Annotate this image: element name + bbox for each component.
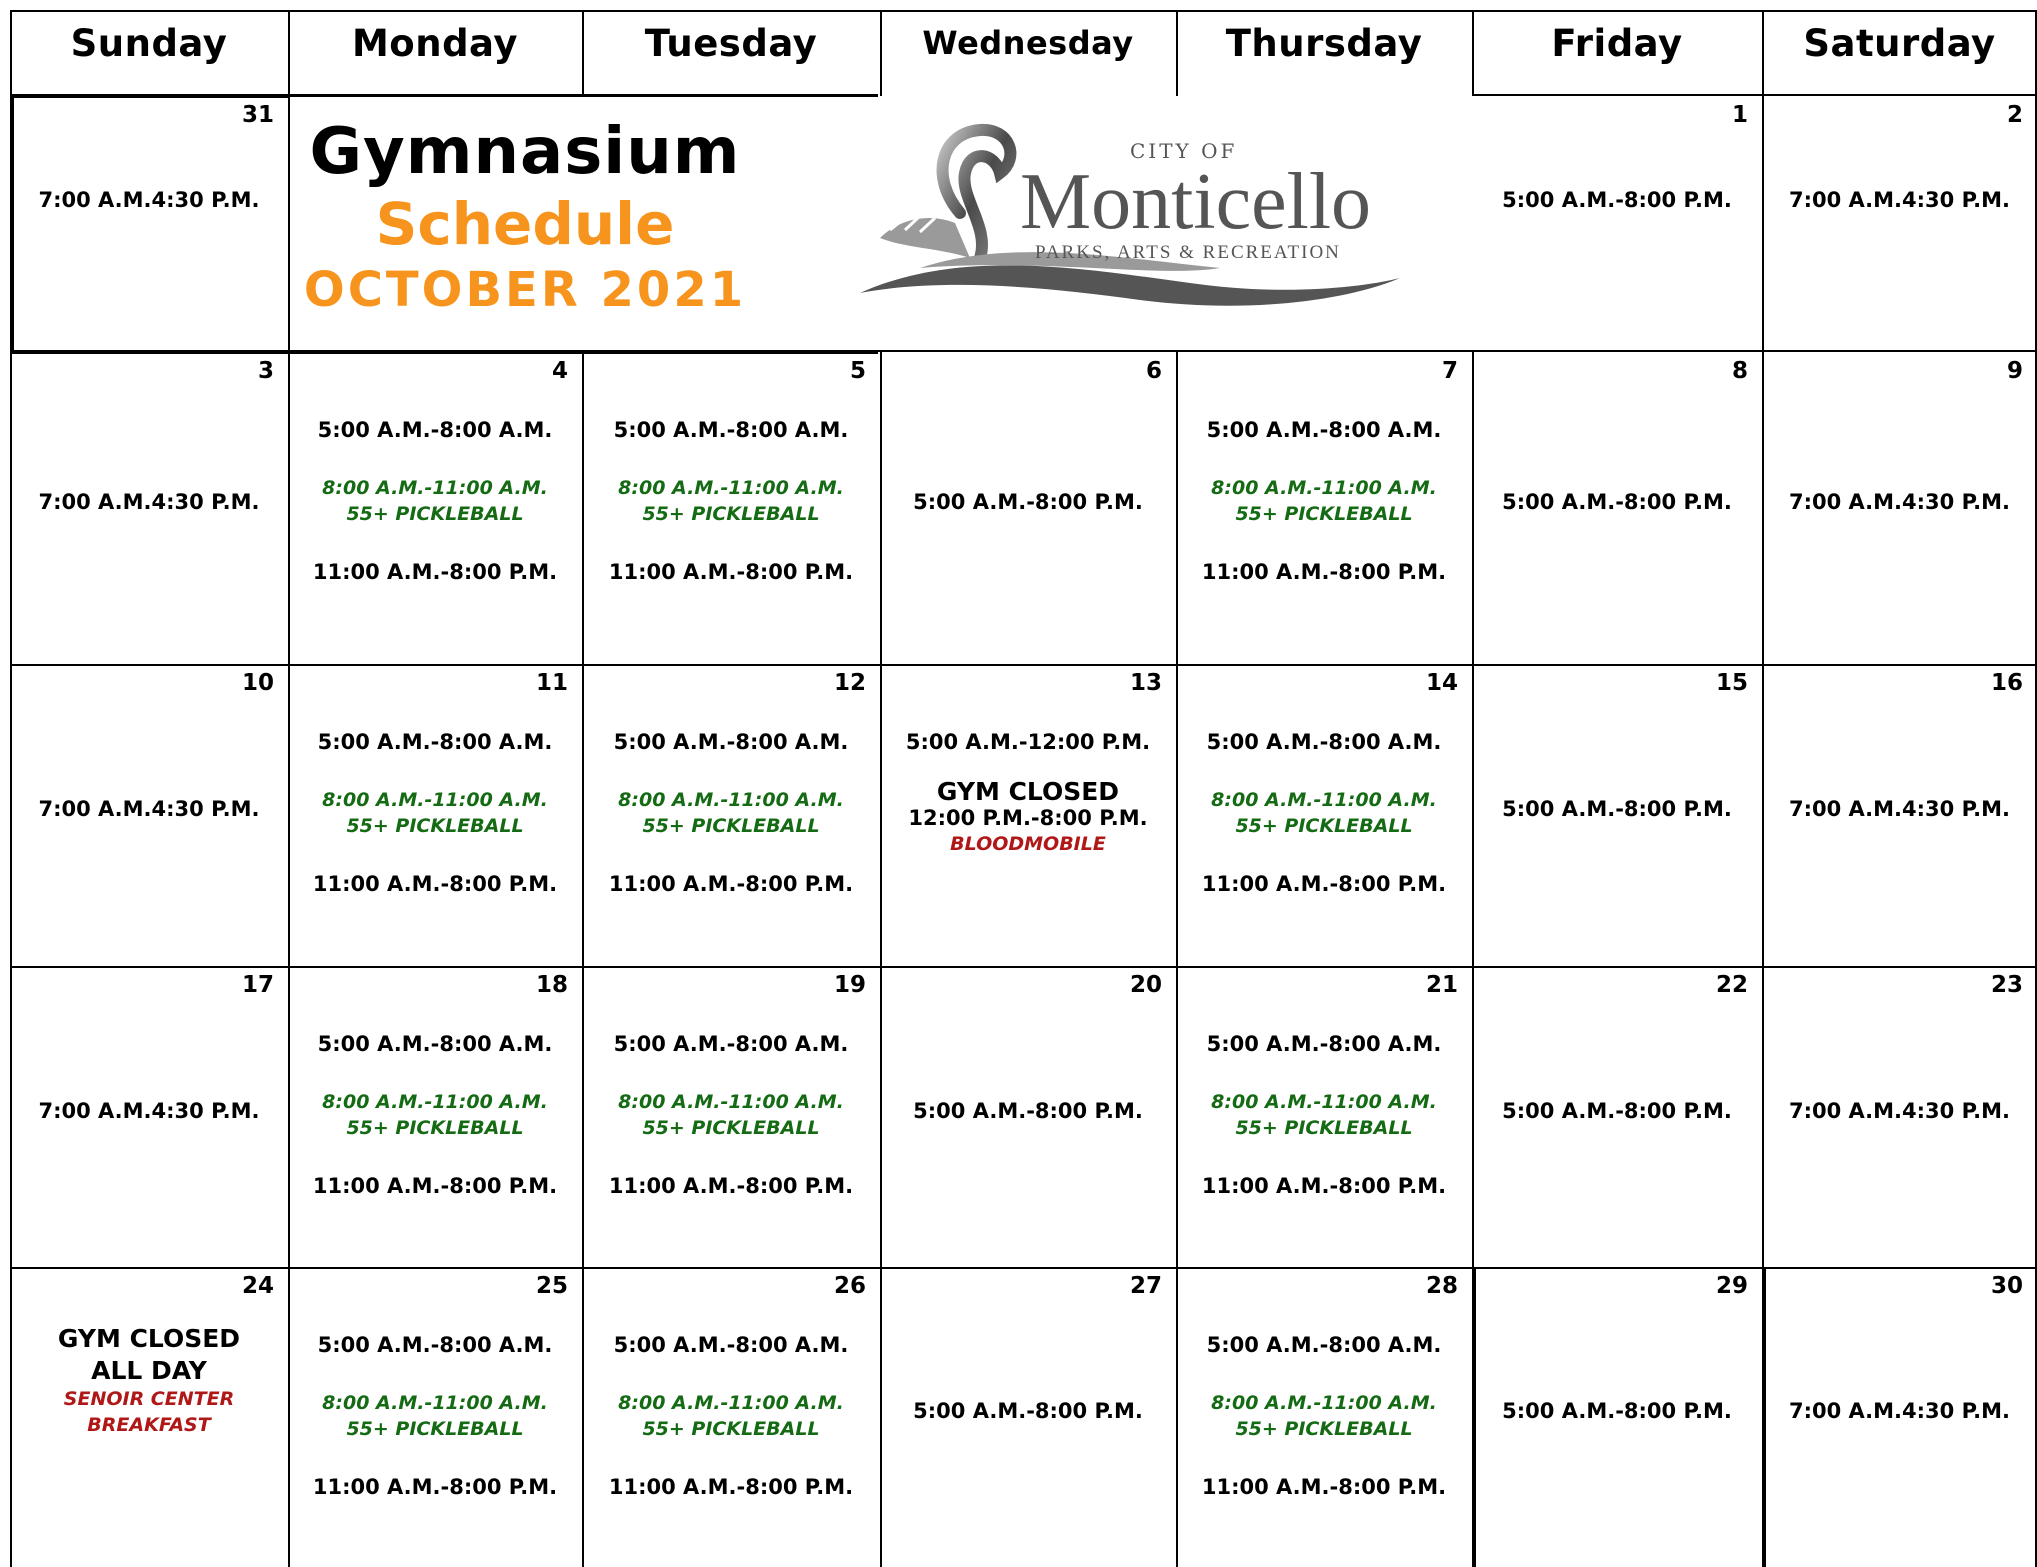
day-cell (1762, 96, 2037, 352)
day-number: 1 (1731, 102, 1748, 128)
pickleball-event: 55+ PICKLEBALL (642, 1418, 820, 1440)
pickleball-event: 55+ PICKLEBALL (642, 815, 820, 837)
special-event-note: BLOODMOBILE (950, 833, 1106, 855)
day-cell (10, 966, 288, 1267)
grid-line-col (880, 10, 882, 96)
time-slot: 5:00 A.M.-8:00 A.M. (613, 730, 849, 754)
day-cell (1762, 1267, 2037, 1567)
time-slot: 5:00 A.M.-8:00 A.M. (613, 1032, 849, 1056)
day-cell (1472, 1267, 1762, 1567)
day-number: 28 (1425, 1273, 1458, 1299)
day-number: 23 (1990, 972, 2023, 998)
time-slot: 5:00 A.M.-8:00 A.M. (317, 418, 553, 442)
day-cell (880, 352, 1176, 664)
day-number: 3 (257, 358, 274, 384)
banner-subtitle: Schedule (375, 190, 675, 258)
grid-line-col (288, 10, 290, 96)
day-cell (1762, 966, 2037, 1267)
day-number: 24 (241, 1273, 274, 1299)
day-cell (582, 352, 880, 664)
pickleball-event: 55+ PICKLEBALL (1235, 1418, 1413, 1440)
logo-tagline: PARKS, ARTS & RECREATION (1035, 242, 1341, 263)
pickleball-event: 55+ PICKLEBALL (1235, 503, 1413, 525)
day-number: 29 (1715, 1273, 1748, 1299)
pickleball-event: 8:00 A.M.-11:00 A.M. (322, 1392, 548, 1414)
time-slot: 11:00 A.M.-8:00 P.M. (1201, 872, 1447, 896)
day-number: 17 (241, 972, 274, 998)
day-cell (880, 664, 1176, 966)
time-slot: 5:00 A.M.-8:00 P.M. (1502, 188, 1732, 212)
day-number: 7 (1441, 358, 1458, 384)
time-slot: 7:00 A.M.4:30 P.M. (38, 797, 260, 821)
day-cell (1472, 96, 1762, 352)
day-cell (288, 966, 582, 1267)
time-slot: 12:00 P.M.-8:00 P.M. (908, 806, 1148, 830)
grid-line-col (582, 10, 584, 96)
day-cell (1472, 966, 1762, 1267)
time-slot: 5:00 A.M.-8:00 P.M. (913, 490, 1143, 514)
header-wednesday: Wednesday (922, 24, 1134, 62)
grid-line-col (1762, 10, 1764, 96)
gym-closed-label: GYM CLOSED (936, 777, 1120, 806)
time-slot: 11:00 A.M.-8:00 P.M. (608, 872, 854, 896)
day-cell (10, 96, 288, 352)
day-number: 8 (1731, 358, 1748, 384)
time-slot: 11:00 A.M.-8:00 P.M. (1201, 1174, 1447, 1198)
pickleball-event: 8:00 A.M.-11:00 A.M. (1211, 477, 1437, 499)
day-cell (582, 966, 880, 1267)
time-slot: 11:00 A.M.-8:00 P.M. (312, 872, 558, 896)
grid-line-col (1176, 10, 1178, 96)
day-cell (10, 664, 288, 966)
day-cell (1472, 664, 1762, 966)
grid-line-col (288, 96, 290, 352)
time-slot: 5:00 A.M.-8:00 A.M. (1206, 1032, 1442, 1056)
day-cell (1176, 352, 1472, 664)
pickleball-event: 8:00 A.M.-11:00 A.M. (322, 1091, 548, 1113)
swan-logo-icon (860, 118, 1400, 318)
pickleball-event: 8:00 A.M.-11:00 A.M. (1211, 1091, 1437, 1113)
day-number: 27 (1129, 1273, 1162, 1299)
day-cell (1762, 352, 2037, 664)
header-tuesday: Tuesday (644, 21, 818, 65)
time-slot: 5:00 A.M.-8:00 A.M. (1206, 730, 1442, 754)
time-slot: 5:00 A.M.-8:00 A.M. (613, 418, 849, 442)
time-slot: 7:00 A.M.4:30 P.M. (1789, 1399, 2010, 1423)
day-cell (10, 1267, 288, 1567)
day-number: 31 (241, 102, 274, 128)
day-number: 16 (1990, 670, 2023, 696)
logo-name: Monticello (1020, 158, 1372, 246)
banner-month: OCTOBER 2021 (303, 262, 747, 318)
time-slot: 7:00 A.M.4:30 P.M. (1789, 1099, 2010, 1123)
pickleball-event: 55+ PICKLEBALL (346, 1117, 524, 1139)
day-cell (1472, 352, 1762, 664)
pickleball-event: 8:00 A.M.-11:00 A.M. (322, 789, 548, 811)
pickleball-event: 8:00 A.M.-11:00 A.M. (618, 1091, 844, 1113)
header-saturday: Saturday (1803, 21, 1996, 65)
day-number: 14 (1425, 670, 1458, 696)
day-cell (288, 1267, 582, 1567)
time-slot: 7:00 A.M.4:30 P.M. (1789, 490, 2010, 514)
logo-city-of: CITY OF (1130, 139, 1238, 163)
pickleball-event: 55+ PICKLEBALL (346, 815, 524, 837)
pickleball-event: 8:00 A.M.-11:00 A.M. (618, 477, 844, 499)
day-cell (1762, 664, 2037, 966)
day-number: 13 (1129, 670, 1162, 696)
gym-closed-label: GYM CLOSED (57, 1324, 241, 1353)
day-number: 5 (849, 358, 866, 384)
pickleball-event: 8:00 A.M.-11:00 A.M. (1211, 789, 1437, 811)
banner-title: Gymnasium (309, 115, 741, 189)
time-slot: 11:00 A.M.-8:00 P.M. (312, 1174, 558, 1198)
day-cell (10, 352, 288, 664)
day-number: 21 (1425, 972, 1458, 998)
time-slot: 7:00 A.M.4:30 P.M. (1789, 188, 2010, 212)
day-cell (880, 966, 1176, 1267)
day-cell (880, 1267, 1176, 1567)
time-slot: 5:00 A.M.-8:00 P.M. (1502, 1099, 1732, 1123)
day-cell (1176, 664, 1472, 966)
header-friday: Friday (1551, 21, 1683, 65)
day-number: 12 (833, 670, 866, 696)
header-sunday: Sunday (70, 21, 228, 65)
time-slot: 5:00 A.M.-8:00 P.M. (1502, 1399, 1732, 1423)
day-number: 19 (833, 972, 866, 998)
day-number: 15 (1715, 670, 1748, 696)
day-number: 26 (833, 1273, 866, 1299)
time-slot: 11:00 A.M.-8:00 P.M. (312, 1475, 558, 1499)
pickleball-event: 55+ PICKLEBALL (642, 1117, 820, 1139)
time-slot: 7:00 A.M.4:30 P.M. (38, 188, 260, 212)
pickleball-event: 8:00 A.M.-11:00 A.M. (618, 789, 844, 811)
pickleball-event: 8:00 A.M.-11:00 A.M. (618, 1392, 844, 1414)
day-cell (1176, 1267, 1472, 1567)
time-slot: 5:00 A.M.-8:00 A.M. (317, 1032, 553, 1056)
time-slot: 11:00 A.M.-8:00 P.M. (608, 1174, 854, 1198)
time-slot: 11:00 A.M.-8:00 P.M. (1201, 560, 1447, 584)
time-slot: 5:00 A.M.-8:00 A.M. (317, 730, 553, 754)
day-number: 18 (535, 972, 568, 998)
special-event-note: SENOIR CENTER (63, 1388, 235, 1410)
header-monday: Monday (351, 21, 518, 65)
time-slot: 7:00 A.M.4:30 P.M. (38, 1099, 260, 1123)
day-number: 20 (1129, 972, 1162, 998)
grid-line-col (1472, 10, 1474, 96)
pickleball-event: 55+ PICKLEBALL (346, 503, 524, 525)
time-slot: 11:00 A.M.-8:00 P.M. (1201, 1475, 1447, 1499)
day-number: 25 (535, 1273, 568, 1299)
day-cell (288, 352, 582, 664)
time-slot: 5:00 A.M.-8:00 P.M. (913, 1099, 1143, 1123)
day-number: 30 (1990, 1273, 2023, 1299)
day-cell (582, 1267, 880, 1567)
time-slot: 7:00 A.M.4:30 P.M. (38, 490, 260, 514)
time-slot: 5:00 A.M.-8:00 A.M. (1206, 1333, 1442, 1357)
pickleball-event: 8:00 A.M.-11:00 A.M. (1211, 1392, 1437, 1414)
header-thursday: Thursday (1225, 21, 1423, 65)
banner (280, 90, 1452, 330)
pickleball-event: 55+ PICKLEBALL (1235, 815, 1413, 837)
time-slot: 5:00 A.M.-8:00 P.M. (1502, 490, 1732, 514)
time-slot: 11:00 A.M.-8:00 P.M. (312, 560, 558, 584)
time-slot: 5:00 A.M.-8:00 A.M. (1206, 418, 1442, 442)
pickleball-event: 55+ PICKLEBALL (642, 503, 820, 525)
day-number: 11 (535, 670, 568, 696)
day-number: 6 (1145, 358, 1162, 384)
pickleball-event: 55+ PICKLEBALL (346, 1418, 524, 1440)
time-slot: 5:00 A.M.-8:00 P.M. (913, 1399, 1143, 1423)
day-cell (1176, 966, 1472, 1267)
pickleball-event: 8:00 A.M.-11:00 A.M. (322, 477, 548, 499)
day-number: 10 (241, 670, 274, 696)
gym-closed-label: ALL DAY (91, 1356, 207, 1385)
time-slot: 5:00 A.M.-8:00 A.M. (613, 1333, 849, 1357)
time-slot: 5:00 A.M.-8:00 P.M. (1502, 797, 1732, 821)
time-slot: 5:00 A.M.-12:00 P.M. (905, 730, 1151, 754)
day-cell (582, 664, 880, 966)
day-number: 4 (551, 358, 568, 384)
grid-line-top (10, 10, 2037, 12)
time-slot: 11:00 A.M.-8:00 P.M. (608, 560, 854, 584)
day-number: 9 (2006, 358, 2023, 384)
time-slot: 11:00 A.M.-8:00 P.M. (608, 1475, 854, 1499)
special-event-note: BREAKFAST (87, 1414, 211, 1436)
time-slot: 7:00 A.M.4:30 P.M. (1789, 797, 2010, 821)
time-slot: 5:00 A.M.-8:00 A.M. (317, 1333, 553, 1357)
day-number: 2 (2006, 102, 2023, 128)
pickleball-event: 55+ PICKLEBALL (1235, 1117, 1413, 1139)
day-cell (288, 664, 582, 966)
day-number: 22 (1715, 972, 1748, 998)
